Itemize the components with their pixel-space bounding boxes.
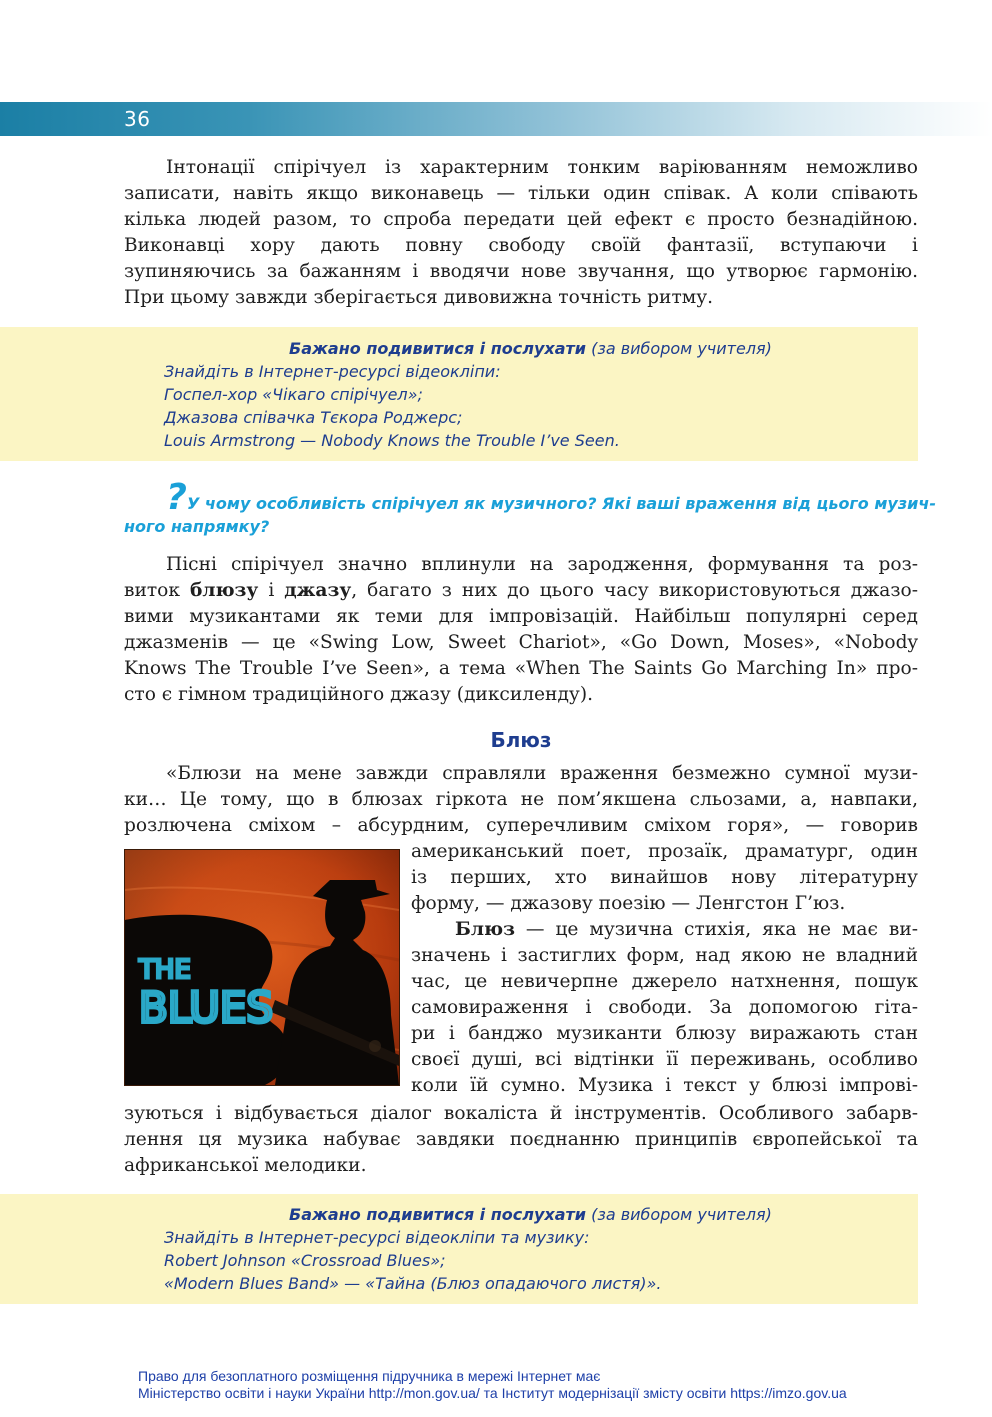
text-span: — це музична стихія, яка не має ви-	[514, 919, 918, 940]
text-line: американський поет, прозаїк, драматург, один	[411, 841, 918, 862]
question-mark-icon: ?	[166, 477, 187, 518]
bold-term: джазу	[284, 580, 352, 601]
box-line: Знайдіть в Інтернет-ресурсі відеокліпи:	[164, 362, 501, 381]
watch-listen-box	[0, 1194, 918, 1304]
text-line: розлючена сміхом – абсурдним, суперечливим сміхом горя», — говорив	[124, 815, 918, 836]
text-line	[455, 917, 918, 943]
text-line	[124, 578, 918, 604]
text-line: кілька людей разом, то спроба передати цей ефект є просто безнадійною.	[124, 209, 918, 230]
text-line: записати, навіть якщо виконавець — тільки один співак. А коли співають	[124, 183, 918, 204]
page-number: 36	[124, 107, 151, 131]
question-line: У чому особливість спірічуел як музичного? Які ваші враження від цього музич-	[187, 494, 936, 513]
text-line: самовираження і свободи. За допомогою гіта-	[411, 997, 918, 1018]
text-span: і	[258, 580, 285, 601]
the-blues-album-image	[124, 849, 400, 1086]
text-line: своєї душі, всі відтінки її переживань, особливо	[411, 1049, 918, 1070]
text-line: вими музикантами як теми для імпровізацій. Найбільш популярні серед	[124, 606, 918, 627]
text-line: сто є гімном традиційного джазу (диксиленду).	[124, 684, 594, 705]
text-line: лення ця музика набуває завдяки поєднанню принципів європейської та	[124, 1129, 918, 1150]
text-line: зупиняючись за бажанням і вводячи нове звучання, що утворює гармонію.	[124, 261, 918, 282]
bold-term: Блюз	[455, 919, 515, 940]
box-line: Louis Armstrong — Nobody Knows the Trouble I’ve Seen.	[164, 431, 620, 450]
box-line: Джазова співачка Тєкора Роджерс;	[164, 408, 463, 427]
text-line: африканської мелодики.	[124, 1155, 367, 1176]
image-text-blues: BLUES	[139, 983, 274, 1032]
text-line: значень і застиглих форм, над якою не владний	[411, 945, 918, 966]
box-line: Госпел-хор «Чікаго спірічуел»;	[164, 385, 423, 404]
text-line: час, це невичерпне джерело натхнення, пошук	[411, 971, 918, 992]
box-title-bold: Бажано подивитися і послухати	[289, 339, 586, 358]
text-line: При цьому завжди зберігається дивовижна точність ритму.	[124, 287, 714, 308]
box-title-bold: Бажано подивитися і послухати	[289, 1205, 586, 1224]
box-line: «Modern Blues Band» — «Тайна (Блюз опадаючого листя)».	[164, 1274, 662, 1293]
text-line: Пісні спірічуел значно вплинули на зародження, формування та роз-	[166, 554, 918, 575]
box-line: Robert Johnson «Crossroad Blues»;	[164, 1251, 446, 1270]
box-line: Знайдіть в Інтернет-ресурсі відеокліпи та музику:	[164, 1228, 590, 1247]
text-line: із перших, хто винайшов нову літературну	[411, 867, 918, 888]
footer-line: Міністерство освіти і науки України http://mon.gov.ua/ та Інститут модернізації змісту освіти https://imzo.gov.ua	[138, 1385, 847, 1401]
image-text-the: THE	[139, 955, 191, 985]
text-line: «Блюзи на мене завжди справляли враження безмежно сумної музи-	[166, 763, 918, 784]
text-line: зуються і відбувається діалог вокаліста й інструментів. Особливого забарв-	[124, 1103, 918, 1124]
text-span: виток	[124, 580, 190, 601]
text-line: форму, — джазову поезію — Ленгстон Г’юз.	[411, 893, 846, 914]
question-line: ного напрямку?	[124, 517, 270, 536]
text-line: Knows The Trouble I’ve Seen», а тема «When The Saints Go Marching In» про-	[124, 658, 918, 679]
text-line: Інтонації спірічуел із характерним тонким варіюванням неможливо	[166, 157, 918, 178]
footer-line: Право для безоплатного розміщення підручника в мережі Інтернет має	[138, 1368, 601, 1384]
section-title: Блюз	[490, 728, 552, 752]
text-line: джазменів — це «Swing Low, Sweet Chariot», «Go Down, Moses», «Nobody	[124, 632, 918, 653]
box-title	[289, 1203, 772, 1226]
text-span: , багато з них до цього часу використовуються джазо-	[351, 580, 918, 601]
box-title	[289, 337, 772, 360]
text-line: ри і банджо музиканти блюзу виражають стан	[411, 1023, 918, 1044]
box-title-rest: (за вибором учителя)	[586, 339, 772, 358]
text-line: ки… Це тому, що в блюзах гіркота не пом’якшена сльозами, а, навпаки,	[124, 789, 918, 810]
watch-listen-box	[0, 327, 918, 461]
text-line: Виконавці хору дають повну свободу своїй фантазії, вступаючи і	[124, 235, 918, 256]
text-line: коли їй сумно. Музика і текст у блюзі імпрові-	[411, 1075, 918, 1096]
bold-term: блюзу	[189, 580, 259, 601]
box-title-rest: (за вибором учителя)	[586, 1205, 772, 1224]
